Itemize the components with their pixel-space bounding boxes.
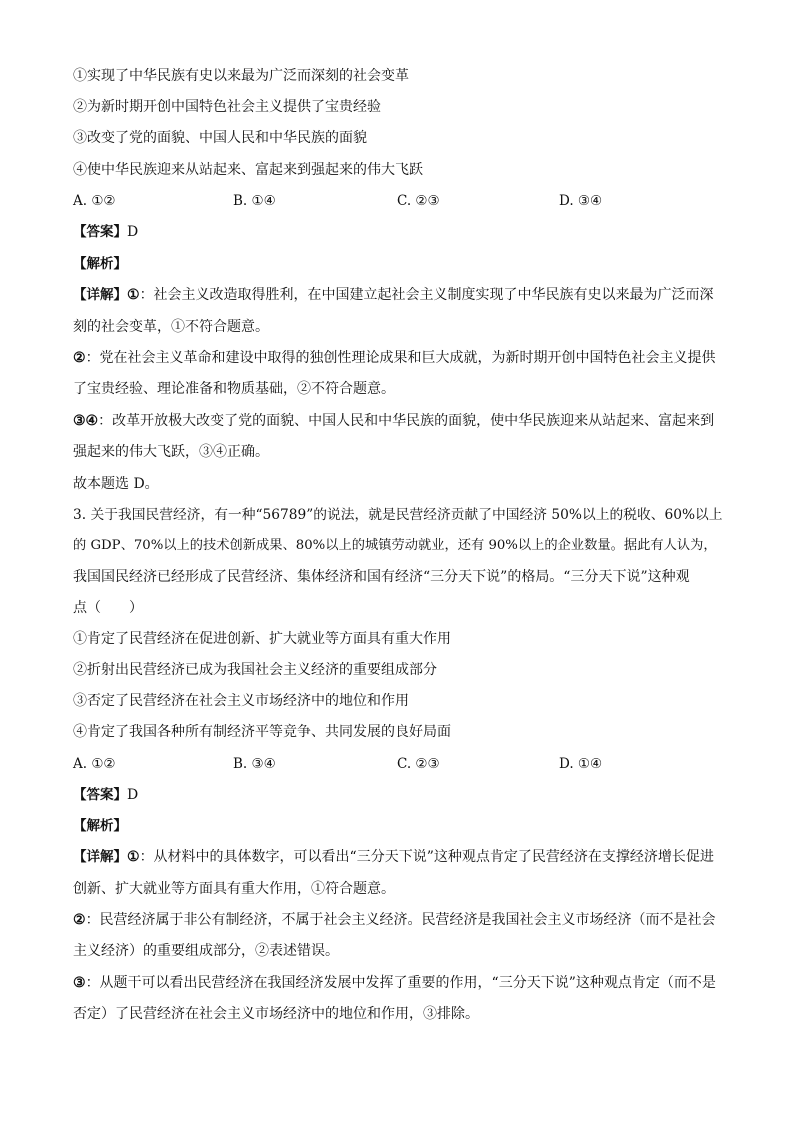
q3-analysis-label: 【解析】: [73, 818, 127, 834]
q3-detail-line-5: [73, 973, 725, 993]
q3-detail-marker-5: ③: [73, 975, 86, 991]
q3-detail-marker-1: ①: [127, 849, 140, 865]
q3-answer-line: [73, 785, 725, 805]
q2-option-b: B. ①④: [233, 193, 276, 209]
q3-stem-line-1: 3. 关于我国民营经济，有一种“56789”的说法，就是民营经济贡献了中国经济 50%以上的税收、60%以上: [73, 507, 723, 523]
q2-option-a: A. ①②: [73, 193, 116, 209]
q3-detail-label: 【详解】: [73, 849, 127, 865]
q2-detail-line-4: 了宝贵经验、理论准备和物质基础，②不符合题意。: [73, 381, 395, 397]
q2-statement-1: ①实现了中华民族有史以来最为广泛而深刻的社会变革: [73, 68, 409, 84]
q3-detail-line-6: 否定）了民营经济在社会主义市场经济中的地位和作用，③排除。: [73, 1006, 479, 1022]
q3-option-a: A. ①②: [73, 756, 116, 772]
q3-answer-value: D: [127, 787, 139, 803]
q2-answer-label: 【答案】: [73, 224, 127, 240]
q2-detail-marker-3: ②: [73, 350, 86, 366]
q3-detail-line-1: [73, 847, 725, 867]
q2-answer-value: D: [127, 224, 139, 240]
q2-detail-marker-1: ①: [127, 287, 140, 303]
q3-stem-line-2: 的 GDP、70%以上的技术创新成果、80%以上的城镇劳动就业，还有 90%以上的企业数量。据此有人认为，: [73, 538, 717, 553]
q2-detail-text-1: ：社会主义改造取得胜利，在中国建立起社会主义制度实现了中华民族有史以来最为广泛而深: [139, 287, 714, 303]
q2-detail-line-6: 强起来的伟大飞跃，③④正确。: [73, 444, 269, 460]
q2-analysis-label: 【解析】: [73, 256, 127, 272]
q2-detail-line-2: 刻的社会变革，①不符合题意。: [73, 319, 269, 335]
q2-detail-line-1: [73, 285, 725, 305]
q3-options: [73, 754, 725, 774]
q2-statement-3: ③改变了党的面貌、中国人民和中华民族的面貌: [73, 130, 367, 146]
q2-detail-label: 【详解】: [73, 287, 127, 303]
q3-statement-4: ④肯定了我国各种所有制经济平等竞争、共同发展的良好局面: [73, 724, 451, 740]
q3-answer-label: 【答案】: [73, 787, 127, 803]
q3-stem-line-4: 点（ ）: [73, 600, 143, 616]
q3-detail-text-3: ：民营经济属于非公有制经济，不属于社会主义经济。民营经济是我国社会主义市场经济（而不是社会: [85, 912, 716, 928]
q3-detail-text-5: ：从题干可以看出民营经济在我国经济发展中发挥了重要的作用，“三分天下说”这种观点肯定（而不是: [85, 975, 716, 991]
q3-option-d: D. ①④: [559, 756, 603, 772]
q3-stem-line-3: 我国国民经济已经形成了民营经济、集体经济和国有经济“三分天下说”的格局。“三分天下说”这种观: [73, 569, 690, 585]
q2-option-c: C. ②③: [397, 193, 440, 209]
q2-conclusion: 故本题选 D。: [73, 476, 159, 492]
q3-option-c: C. ②③: [397, 756, 440, 772]
q2-detail-line-3: [73, 348, 725, 368]
q3-detail-line-2: 创新、扩大就业等方面具有重大作用，①符合题意。: [73, 881, 395, 897]
q3-option-b: B. ③④: [233, 756, 276, 772]
q2-option-d: D. ③④: [559, 193, 603, 209]
q3-detail-line-4: 主义经济）的重要组成部分，②表述错误。: [73, 943, 339, 959]
q2-analysis-line: [73, 254, 725, 274]
q2-statement-4: ④使中华民族迎来从站起来、富起来到强起来的伟大飞跃: [73, 162, 423, 178]
q3-statement-3: ③否定了民营经济在社会主义市场经济中的地位和作用: [73, 693, 409, 709]
q3-detail-marker-3: ②: [73, 912, 86, 928]
q3-statement-2: ②折射出民营经济已成为我国社会主义经济的重要组成部分: [73, 662, 437, 678]
q2-detail-line-5: [73, 411, 725, 431]
q2-detail-marker-5: ③④: [73, 413, 99, 429]
q2-options: [73, 191, 725, 211]
q2-answer-line: [73, 222, 725, 242]
q3-analysis-line: [73, 816, 725, 836]
q2-statement-2: ②为新时期开创中国特色社会主义提供了宝贵经验: [73, 99, 381, 115]
q3-statement-1: ①肯定了民营经济在促进创新、扩大就业等方面具有重大作用: [73, 631, 451, 647]
q2-detail-text-5: ：改革开放极大改变了党的面貌、中国人民和中华民族的面貌，使中华民族迎来从站起来、富起来到: [98, 413, 715, 429]
q3-detail-text-1: ：从材料中的具体数字，可以看出“三分天下说”这种观点肯定了民营经济在支撑经济增长促进: [139, 849, 714, 865]
q2-detail-text-3: ：党在社会主义革命和建设中取得的独创性理论成果和巨大成就，为新时期开创中国特色社会主义提供: [85, 350, 716, 366]
q3-detail-line-3: [73, 910, 725, 930]
